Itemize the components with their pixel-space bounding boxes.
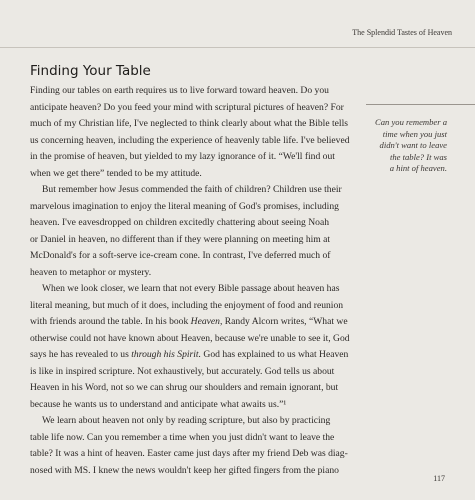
text-line: literal meaning, but much of it does, including the enjoyment of food and reunion (30, 299, 344, 311)
paragraph-4 (30, 413, 362, 479)
text-line: us concerning heaven, including the experience of heavenly table life. I've believed (30, 134, 350, 146)
text-line: because he wants us to understand and anticipate what awaits us.”¹ (30, 398, 287, 410)
paragraph-3 (30, 281, 362, 413)
text-line: table? It was a hint of heaven. Easter came just days after my friend Deb was diag- (30, 448, 348, 459)
section-title: Finding Your Table (30, 63, 151, 79)
pull-quote (357, 117, 447, 175)
text-line: in the promise of heaven, but yielded to my lazy ignorance of it. “We'll find out (30, 151, 335, 162)
text-line: But remember how Jesus commended the faith of children? Children use their (42, 184, 342, 195)
text-line: otherwise could not have known about Heaven, because we're unable to see it, God (30, 332, 350, 344)
paragraph-2 (30, 182, 362, 281)
body-text (30, 83, 362, 479)
text-line: is like in inspired scripture. Not exhaustively, but accurately. God tells us about (30, 365, 335, 377)
text-line: table life now. Can you remember a time when you just didn't want to leave the (30, 431, 335, 443)
pull-quote-line: time when you just (382, 128, 447, 139)
text-fragment: with friends around the table. In his book (30, 316, 191, 327)
text-line: heaven to metaphor or mystery. (30, 266, 152, 278)
text-fragment: Randy Alcorn writes, “What we (222, 316, 348, 327)
text-fragment: says he has revealed to us (30, 349, 132, 360)
text-line: We learn about heaven not only by reading scripture, but also by practicing (42, 415, 331, 426)
text-line: When we look closer, we learn that not every Bible passage about heaven has (42, 283, 340, 294)
text-line: much of my Christian life, I've neglected to think clearly about what the Bible tells (30, 118, 348, 129)
paragraph-1 (30, 83, 362, 182)
text-fragment: God has explained to us what Heaven (201, 349, 349, 360)
text-line (30, 314, 362, 331)
book-title: Heaven, (190, 316, 223, 327)
running-head: The Splendid Tastes of Heaven (352, 28, 452, 37)
text-line: nosed with MS. I knew the news wouldn't keep her gifted fingers from the piano (30, 464, 339, 476)
pull-quote-divider (366, 104, 475, 105)
text-line: when we get there” tended to be my attitude. (30, 167, 202, 179)
emphasis-text: through his Spirit. (131, 349, 201, 360)
pull-quote-line: the table? It was (389, 151, 447, 162)
pull-quote-line: Can you remember a (375, 117, 447, 127)
text-line (30, 347, 362, 364)
text-line: McDonald's for a soft-serve ice-cream cone. In contrast, I've deferred much of (30, 250, 331, 261)
text-line: Finding our tables on earth requires us to live forward toward heaven. Do you (30, 85, 329, 96)
header-divider (0, 47, 475, 48)
text-line: marvelous imagination to enjoy the literal meaning of God's promises, including (30, 200, 339, 212)
text-line: heaven. I've eavesdropped on children excitedly chattering about seeing Noah (30, 217, 330, 228)
pull-quote-line: didn't want to leave (379, 140, 447, 150)
text-line: or Daniel in heaven, no different than if they were planning on meeting him at (30, 233, 331, 245)
text-line: anticipate heaven? Do you feed your mind with scriptural pictures of heaven? For (30, 101, 344, 113)
pull-quote-line: a hint of heaven. (389, 163, 447, 173)
text-line: Heaven in his Word, not so we can shrug our shoulders and remain ignorant, but (30, 382, 339, 393)
page-number: 117 (433, 474, 445, 483)
